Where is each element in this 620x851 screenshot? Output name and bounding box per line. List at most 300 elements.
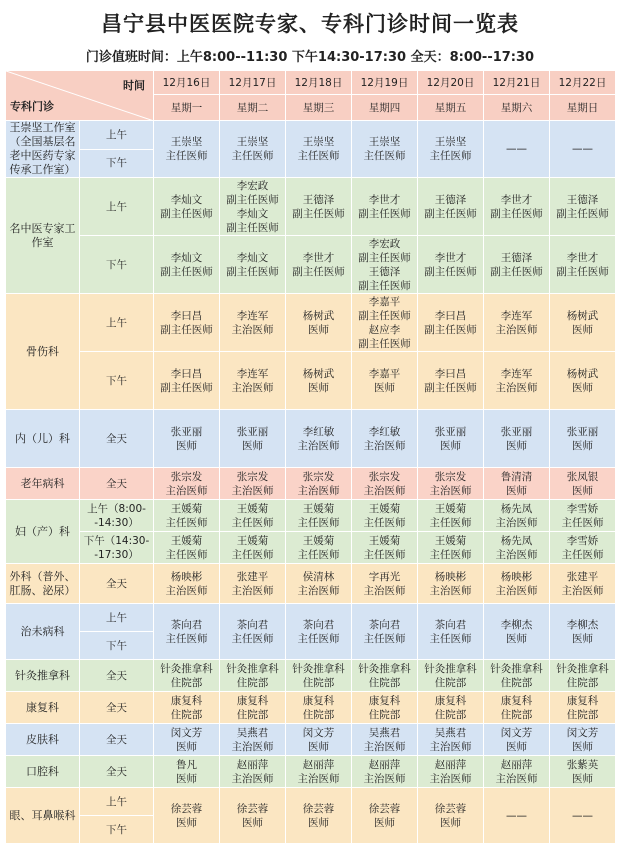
doctor-line: 针灸推拿科 [556,662,609,675]
schedule-row [6,564,616,604]
doctor-cell [352,604,418,660]
doctor-line: 王崇坚 [368,136,401,148]
doctor-cell [418,178,484,236]
header-date-row [6,71,616,95]
doctor-cell [352,532,418,564]
time-slot-line: 上午 [106,795,127,808]
department-name-line: 外科 [9,569,32,583]
doctor-line: 赵丽萍 [500,758,533,771]
doctor-line: 李嘉平 [368,295,401,308]
doctor-cell [418,468,484,500]
doctor-cell [286,532,352,564]
doctor-cell [418,564,484,604]
header-date: 12月20日 [418,71,484,95]
doctor-line: 主任医师 [429,632,472,645]
doctor-line: 医师 [506,484,527,497]
doctor-line: 针灸推拿科 [358,662,411,675]
doctor-line: 张亚丽 [236,425,269,438]
header-weekday: 星期六 [484,95,550,121]
doctor-line: 杨先凤 [500,534,533,547]
doctor-line: 李红敏 [302,425,335,438]
time-slot [80,294,154,352]
doctor-cell [220,660,286,692]
doctor-line: 主任医师 [363,548,406,561]
doctor-line: 王德泽 [368,265,401,278]
doctor-line: 杨树武 [302,367,335,380]
doctor-cell [154,236,220,294]
doctor-line: 主治医师 [429,772,472,785]
header-time-label: 时间 [123,79,145,92]
doctor-line: 副主任医师 [292,265,345,278]
department-name-line: 针灸推拿科 [15,668,70,682]
department-name-line: 骨伤科 [26,344,59,358]
doctor-line: 副主任医师 [160,381,213,394]
time-slot-line: 上午 [106,611,127,624]
doctor-line: 李曰昌 [434,367,467,380]
doctor-line: 杨树武 [566,309,599,322]
doctor-cell [484,352,550,410]
doctor-cell [220,352,286,410]
doctor-cell [484,410,550,468]
doctor-line: 主治医师 [495,516,538,529]
doctor-line: 李雪娇 [566,534,599,547]
doctor-line: 主任医师 [429,516,472,529]
doctor-cell [418,410,484,468]
time-slot [80,468,154,500]
department-name-line: 名中医专家 [9,221,65,235]
doctor-line: 副主任医师 [226,193,279,206]
doctor-line: 鲁清清 [500,470,533,483]
doctor-cell [484,121,550,178]
schedule-row [6,178,616,236]
doctor-line: 王德泽 [434,193,467,206]
doctor-cell [220,564,286,604]
doctor-cell [154,788,220,844]
doctor-line: 李雪娇 [566,502,599,515]
time-slot: 下午 [80,149,154,178]
doctor-line: 主任医师 [297,150,340,162]
department-name-line: （普外、肛肠、 [9,569,76,597]
doctor-cell [550,660,616,692]
doctor-line: 主治医师 [231,484,274,497]
doctor-cell [220,236,286,294]
doctor-cell [418,788,484,844]
time-slot-line: 全天 [106,577,127,590]
doctor-cell [352,724,418,756]
header-corner [6,71,154,121]
doctor-cell [220,532,286,564]
schedule-row [6,352,616,410]
time-slot [80,660,154,692]
doctor-cell [352,500,418,532]
department-name-line: 工作室 [31,221,76,249]
doctor-cell [286,352,352,410]
doctor-cell [418,756,484,788]
doctor-cell [418,236,484,294]
doctor-line: 住院部 [434,708,467,721]
doctor-line: 张亚丽 [170,425,203,438]
doctor-line: 主治医师 [429,484,472,497]
doctor-line: 康复科 [302,694,335,707]
doctor-line: 王媛菊 [368,534,401,547]
doctor-cell [550,468,616,500]
header-date: 12月22日 [550,71,616,95]
time-slot [80,352,154,410]
doctor-line: 李连军 [500,367,533,380]
doctor-line: 副主任医师 [358,279,411,292]
doctor-cell [220,294,286,352]
doctor-line: 康复科 [500,694,533,707]
doctor-line: 主治医师 [297,484,340,497]
schedule-row [6,692,616,724]
doctor-line: 主治医师 [363,439,406,452]
time-slot [80,178,154,236]
doctor-line: 住院部 [170,676,203,689]
time-slot [80,121,154,150]
doctor-line: 医师 [308,323,329,336]
doctor-line: 张宗发 [434,470,467,483]
doctor-line: 主任医师 [429,150,472,162]
doctor-line: 李曰昌 [434,309,467,322]
header-dept-label: 专科门诊 [10,100,54,113]
doctor-line: 医师 [572,632,593,645]
doctor-line: 王媛菊 [236,502,269,515]
doctor-cell [286,121,352,178]
doctor-line: 王德泽 [302,193,335,206]
doctor-line: 李柳杰 [500,618,533,631]
doctor-line: 主治医师 [495,772,538,785]
doctor-line: 住院部 [368,708,401,721]
doctor-line: 张宗发 [302,470,335,483]
doctor-line: 主治医师 [297,772,340,785]
doctor-line: 副主任医师 [424,265,477,278]
doctor-line: 李柳杰 [566,618,599,631]
time-slot [80,724,154,756]
doctor-line: 医师 [308,740,329,753]
schedule-row [6,756,616,788]
doctor-line: 副主任医师 [490,207,543,220]
doctor-line: 王媛菊 [302,502,335,515]
doctor-line: 李红敏 [368,425,401,438]
time-slot [80,756,154,788]
time-slot [80,788,154,816]
doctor-line: 副主任医师 [424,323,477,336]
doctor-line: 王媛菊 [368,502,401,515]
doctor-line: 王崇坚 [170,136,203,148]
doctor-cell [220,692,286,724]
doctor-line: 副主任医师 [358,251,411,264]
doctor-line: 徐芸蓉 [170,802,203,815]
time-slot-line: （14:30--17:30） [94,534,150,561]
doctor-line: 王媛菊 [170,534,203,547]
doctor-line: 主任医师 [363,632,406,645]
doctor-line: 住院部 [236,708,269,721]
doctor-line: 医师 [308,816,329,829]
doctor-line: 住院部 [500,708,533,721]
doctor-line: 李灿文 [170,193,203,206]
doctor-line: 张亚丽 [566,425,599,438]
doctor-line: 主任医师 [231,150,274,162]
doctor-cell [550,236,616,294]
doctor-line: 李曰昌 [170,309,203,322]
doctor-cell [286,468,352,500]
schedule-row [6,604,616,632]
schedule-row [6,532,616,564]
doctor-line: 赵应李 [368,323,401,336]
doctor-line: 副主任医师 [358,309,411,322]
department-name [6,178,80,294]
doctor-cell [352,236,418,294]
doctor-cell [352,121,418,178]
doctor-cell [484,692,550,724]
doctor-line: 主治医师 [231,323,274,336]
doctor-line: 主治医师 [231,740,274,753]
time-slot-line: 全天 [106,701,127,714]
doctor-line: 杨映彬 [500,570,533,583]
doctor-cell [550,178,616,236]
doctor-line: 住院部 [236,676,269,689]
doctor-line: 副主任医师 [160,207,213,220]
doctor-cell [484,564,550,604]
doctor-line: 医师 [572,772,593,785]
doctor-cell [220,410,286,468]
time-slot-line: 全天 [106,733,127,746]
doctor-line: 徐芸蓉 [368,802,401,815]
doctor-cell [154,500,220,532]
doctor-line: 住院部 [368,676,401,689]
doctor-line: 康复科 [434,694,467,707]
doctor-line: 康复科 [170,694,203,707]
schedule-row [6,410,616,468]
schedule-row [6,121,616,150]
doctor-cell [550,410,616,468]
doctor-cell [220,178,286,236]
doctor-line: 康复科 [368,694,401,707]
doctor-line: 徐芸蓉 [302,802,335,815]
department-name-line: 眼、耳鼻喉科 [9,808,76,822]
department-name-line: 中医药专家传承 [9,149,76,176]
time-slot-line: 下午 [106,258,127,271]
doctor-line: 字再光 [368,570,401,583]
doctor-cell [418,352,484,410]
doctor-line: —— [572,809,593,822]
doctor-line: 张建平 [236,570,269,583]
department-name-line: 治未病科 [20,624,65,638]
doctor-cell [550,352,616,410]
doctor-line: 张宗发 [236,470,269,483]
doctor-cell [286,724,352,756]
doctor-line: —— [506,143,527,155]
doctor-cell [550,692,616,724]
doctor-cell [286,692,352,724]
doctor-cell [154,532,220,564]
doctor-line: 茶向君 [170,618,203,631]
doctor-cell [154,724,220,756]
header-weekday: 星期二 [220,95,286,121]
doctor-cell [484,532,550,564]
doctor-cell [352,352,418,410]
doctor-line: 康复科 [566,694,599,707]
doctor-cell [286,500,352,532]
department-name-line: 康复科 [26,700,59,714]
doctor-line: 主治医师 [231,772,274,785]
doctor-cell [484,294,550,352]
doctor-cell [484,604,550,660]
doctor-line: 赵丽萍 [368,758,401,771]
doctor-cell [550,532,616,564]
department-name-line: 工作室） [31,163,76,176]
doctor-line: 主任医师 [363,516,406,529]
doctor-line: 杨映彬 [170,570,203,583]
doctor-cell [550,121,616,178]
doctor-line: 吴燕君 [434,726,467,739]
doctor-line: 李世才 [368,193,401,206]
doctor-cell [484,178,550,236]
doctor-line: 主任医师 [231,548,274,561]
doctor-line: 李世才 [434,251,467,264]
doctor-cell [550,724,616,756]
time-slot-line: 上午 [106,316,127,329]
department-name-line: 王崇坚工作室 [9,121,76,134]
doctor-line: 徐芸蓉 [434,802,467,815]
doctor-cell [418,692,484,724]
time-slot-line: 全天 [106,477,127,490]
doctor-cell [550,604,616,660]
doctor-line: 针灸推拿科 [226,662,279,675]
header-date: 12月16日 [154,71,220,95]
time-slot-line: 上午 [87,502,109,515]
doctor-line: 医师 [242,816,263,829]
doctor-line: 住院部 [500,676,533,689]
doctor-cell [220,604,286,660]
department-name-line: 老年病科 [20,476,65,490]
doctor-cell [220,788,286,844]
header-date: 12月19日 [352,71,418,95]
doctor-line: 主治医师 [363,740,406,753]
doctor-cell [352,468,418,500]
doctor-line: 医师 [308,381,329,394]
doctor-line: 康复科 [236,694,269,707]
doctor-line: 茶向君 [434,618,467,631]
doctor-line: 王崇坚 [236,136,269,148]
doctor-line: 医师 [506,740,527,753]
department-name-line: 内（儿）科 [15,431,70,445]
doctor-line: 吴燕君 [236,726,269,739]
doctor-line: 杨树武 [302,309,335,322]
department-name [6,604,80,660]
time-slot [80,604,154,632]
doctor-cell [418,532,484,564]
doctor-line: 李灿文 [236,207,269,220]
doctor-line: 杨映彬 [434,570,467,583]
doctor-cell [286,660,352,692]
doctor-line: 副主任医师 [556,265,609,278]
doctor-cell [352,178,418,236]
doctor-cell [286,294,352,352]
doctor-line: 主任医师 [231,632,274,645]
doctor-line: 主治医师 [297,439,340,452]
time-slot [80,410,154,468]
time-slot [80,236,154,294]
department-name [6,564,80,604]
doctor-line: 针灸推拿科 [160,662,213,675]
doctor-line: 医师 [440,439,461,452]
doctor-cell [286,178,352,236]
time-slot: 下午 [80,816,154,844]
doctor-cell [418,604,484,660]
doctor-line: 副主任医师 [424,381,477,394]
doctor-cell [154,468,220,500]
doctor-line: 医师 [572,740,593,753]
doctor-line: 副主任医师 [358,207,411,220]
doctor-line: 针灸推拿科 [292,662,345,675]
doctor-line: 医师 [242,439,263,452]
doctor-line: 侯清林 [302,570,335,583]
doctor-cell [220,756,286,788]
doctor-line: 医师 [440,816,461,829]
doctor-line: 主任医师 [165,150,208,162]
time-slot [80,564,154,604]
doctor-line: 王媛菊 [170,502,203,515]
doctor-line: 副主任医师 [160,323,213,336]
doctor-line: 主任医师 [561,548,604,561]
page-title: 昌宁县中医医院专家、专科门诊时间一览表 [101,12,519,36]
doctor-cell [286,410,352,468]
department-name [6,468,80,500]
doctor-cell [154,692,220,724]
doctor-line: 副主任医师 [556,207,609,220]
doctor-line: 主任医师 [429,548,472,561]
doctor-line: 主治医师 [429,584,472,597]
time-slot-line: 上午 [106,128,127,141]
doctor-line: 李世才 [302,251,335,264]
doctor-line: 主任医师 [561,516,604,529]
doctor-cell [286,756,352,788]
doctor-cell [286,236,352,294]
doctor-line: 医师 [506,439,527,452]
department-name [6,660,80,692]
doctor-line: 王崇坚 [434,136,467,148]
schedule-table [5,70,616,844]
doctor-line: 住院部 [566,676,599,689]
doctor-cell [484,236,550,294]
doctor-cell [154,756,220,788]
doctor-cell [418,121,484,178]
doctor-line: 闵文芳 [170,726,203,739]
doctor-line: 张紫英 [566,758,599,771]
doctor-line: 主任医师 [165,516,208,529]
doctor-cell [154,564,220,604]
doctor-line: 王崇坚 [302,136,335,148]
department-name-line: 妇（产）科 [15,524,70,538]
doctor-cell [352,660,418,692]
doctor-line: 主治医师 [165,584,208,597]
doctor-cell [154,410,220,468]
doctor-line: 主治医师 [363,772,406,785]
doctor-line: —— [506,809,527,822]
doctor-line: 张亚丽 [500,425,533,438]
doctor-line: 李灿文 [170,251,203,264]
doctor-line: 主治医师 [495,381,538,394]
doctor-line: 李世才 [500,193,533,206]
doctor-line: 主任医师 [297,516,340,529]
doctor-cell [286,604,352,660]
time-slot [80,500,154,532]
department-name [6,692,80,724]
doctor-cell [550,788,616,844]
doctor-cell [418,660,484,692]
doctor-line: 张建平 [566,570,599,583]
